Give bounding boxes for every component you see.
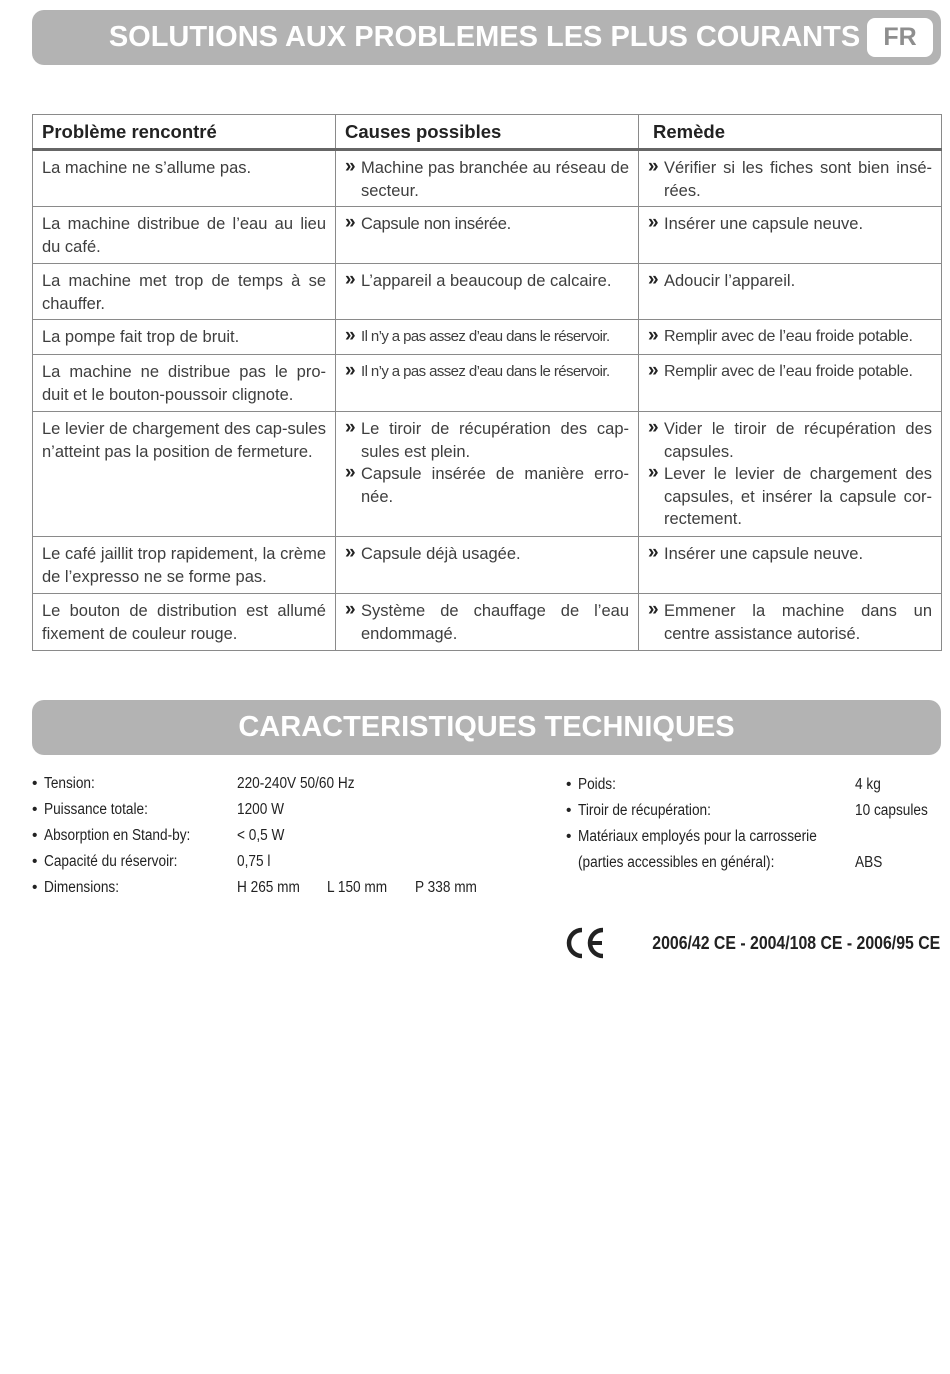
table-row xyxy=(33,150,942,207)
spec-label: (parties accessibles en général): xyxy=(578,854,775,871)
remedy-item: » Emmener la machine dans un centre assistance autorisé. xyxy=(648,600,932,645)
spec-value-height: H 265 mm xyxy=(237,879,300,896)
spec-label: Tension: xyxy=(44,775,95,792)
spec-label: Tiroir de récupération: xyxy=(578,802,711,819)
ce-compliance xyxy=(565,926,940,960)
header-remedy: Remède xyxy=(639,115,942,150)
cause-cell xyxy=(336,355,639,412)
cause-item: » L’appareil a beaucoup de calcaire. xyxy=(345,270,629,293)
specs-left-list xyxy=(32,771,512,901)
spec-value: 0,75 l xyxy=(237,853,271,870)
ce-mark-icon xyxy=(565,927,607,959)
cause-item: » Il n’y a pas assez d’eau dans le réservoir. xyxy=(345,326,629,349)
cause-cell xyxy=(336,207,639,264)
problem-cell: Le bouton de distribution est allumé fixement de couleur rouge. xyxy=(33,594,336,651)
spec-label: Poids: xyxy=(578,776,616,793)
cause-cell xyxy=(336,594,639,651)
remedy-item: » Insérer une capsule neuve. xyxy=(648,543,932,566)
cause-cell xyxy=(336,320,639,355)
table-row xyxy=(33,594,942,651)
bullet-icon: • xyxy=(566,828,572,845)
remedy-cell xyxy=(639,150,942,207)
bullet-icon: • xyxy=(32,775,38,792)
tech-specs-banner xyxy=(32,700,941,755)
problem-cell: Le levier de chargement des cap-sules n’atteint pas la position de fermeture. xyxy=(33,412,336,537)
table-row xyxy=(33,320,942,355)
header-problem: Problème rencontré xyxy=(33,115,336,150)
spec-label: Capacité du réservoir: xyxy=(44,853,178,870)
cause-cell xyxy=(336,537,639,594)
spec-value: 1200 W xyxy=(237,801,285,818)
problem-cell: La machine distribue de l’eau au lieu du café. xyxy=(33,207,336,264)
header-banner xyxy=(32,10,941,65)
spec-value: 10 capsules xyxy=(855,802,928,819)
remedy-item: » Remplir avec de l’eau froide potable. xyxy=(648,326,932,349)
problem-cell: La machine ne s’allume pas. xyxy=(33,150,336,207)
spec-item xyxy=(32,771,512,797)
cause-cell xyxy=(336,412,639,537)
cause-cell xyxy=(336,150,639,207)
spec-value: < 0,5 W xyxy=(237,827,285,844)
cause-item: » Système de chauffage de l’eau endommagé. xyxy=(345,600,629,645)
remedy-item: » Lever le levier de chargement des capsules, et insérer la capsule cor-rectement. xyxy=(648,463,932,531)
remedy-item: » Vérifier si les fiches sont bien insé-rées. xyxy=(648,157,932,202)
spec-item xyxy=(566,824,941,850)
cause-item: » Capsule déjà usagée. xyxy=(345,543,629,566)
remedy-item: » Remplir avec de l’eau froide potable. xyxy=(648,361,932,384)
remedy-item: » Vider le tiroir de récupération des capsules. xyxy=(648,418,932,463)
cause-item: » Capsule non insérée. xyxy=(345,213,629,236)
spec-item xyxy=(32,797,512,823)
remedy-cell xyxy=(639,537,942,594)
remedy-cell xyxy=(639,320,942,355)
cause-item: » Capsule insérée de manière erro-née. xyxy=(345,463,629,508)
remedy-cell xyxy=(639,355,942,412)
spec-item xyxy=(566,772,941,798)
spec-label: Absorption en Stand-by: xyxy=(44,827,191,844)
remedy-cell xyxy=(639,412,942,537)
spec-label: Dimensions: xyxy=(44,879,120,896)
spec-value: ABS xyxy=(855,854,883,871)
bullet-icon: • xyxy=(566,802,572,819)
bullet-icon: • xyxy=(32,801,38,818)
problem-cell: La machine ne distribue pas le pro-duit et le bouton-poussoir clignote. xyxy=(33,355,336,412)
bullet-icon: • xyxy=(32,853,38,870)
header-causes: Causes possibles xyxy=(336,115,639,150)
table-row xyxy=(33,355,942,412)
table-row xyxy=(33,537,942,594)
spec-value: 4 kg xyxy=(855,776,881,793)
problem-cell: La pompe fait trop de bruit. xyxy=(33,320,336,355)
bullet-icon: • xyxy=(566,776,572,793)
table-header-row xyxy=(33,115,942,150)
spec-item xyxy=(32,875,512,901)
specs-right-list xyxy=(566,772,941,876)
directives-text: 2006/42 CE - 2004/108 CE - 2006/95 CE xyxy=(652,932,940,953)
bullet-icon: • xyxy=(32,827,38,844)
problem-cell: Le café jaillit trop rapidement, la crème de l’expresso ne se forme pas. xyxy=(33,537,336,594)
spec-value-depth: P 338 mm xyxy=(415,879,477,896)
remedy-item: » Insérer une capsule neuve. xyxy=(648,213,932,236)
cause-item: » Machine pas branchée au réseau de secteur. xyxy=(345,157,629,202)
spec-label: Puissance totale: xyxy=(44,801,148,818)
remedy-cell xyxy=(639,594,942,651)
spec-item xyxy=(32,823,512,849)
cause-cell xyxy=(336,264,639,320)
spec-value-length: L 150 mm xyxy=(327,879,388,896)
spec-value: 220-240V 50/60 Hz xyxy=(237,775,355,792)
problem-cell: La machine met trop de temps à se chauffer. xyxy=(33,264,336,320)
spec-item xyxy=(32,849,512,875)
remedy-cell xyxy=(639,264,942,320)
cause-item: » Le tiroir de récupération des cap-sules est plein. xyxy=(345,418,629,463)
language-badge: FR xyxy=(867,18,933,57)
spec-item xyxy=(566,798,941,824)
page-title: SOLUTIONS AUX PROBLEMES LES PLUS COURANTS xyxy=(108,21,861,53)
spec-label: Matériaux employés pour la carrosserie xyxy=(578,828,817,845)
remedy-cell xyxy=(639,207,942,264)
tech-specs-title: CARACTERISTIQUES TECHNIQUES xyxy=(238,711,735,743)
table-row xyxy=(33,207,942,264)
troubleshooting-table xyxy=(32,114,942,651)
table-row xyxy=(33,264,942,320)
cause-item: » Il n’y a pas assez d’eau dans le réservoir. xyxy=(345,361,629,384)
table-row xyxy=(33,412,942,537)
bullet-icon: • xyxy=(32,879,38,896)
spec-item-continued xyxy=(566,850,941,876)
remedy-item: » Adoucir l’appareil. xyxy=(648,270,932,293)
